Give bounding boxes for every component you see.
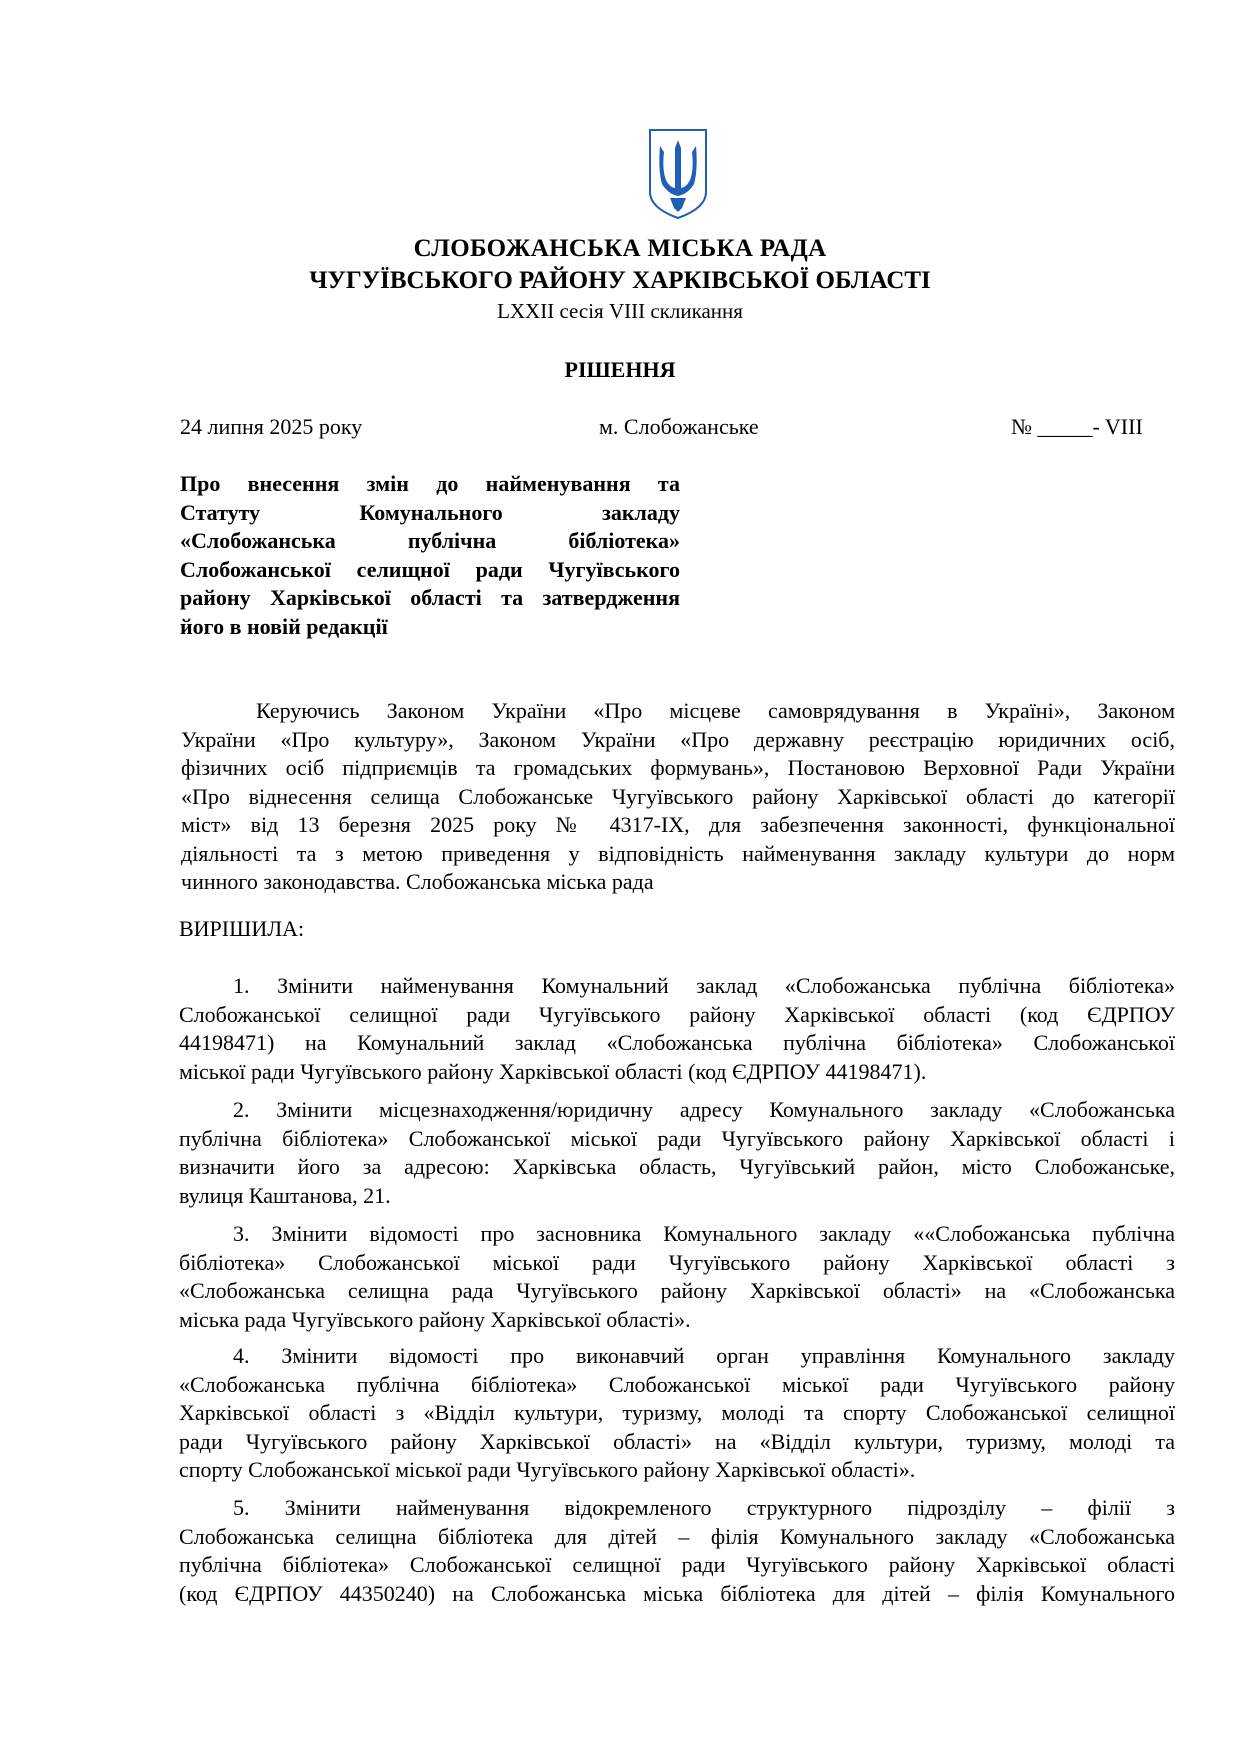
item-line: ради Чугуївського району Харківської області» на «Відділ культури, туризму, молоді та <box>179 1428 1175 1454</box>
preamble-line: чинного законодавства. Слобожанська міська рада <box>181 869 654 894</box>
item-line: Харківської області з «Відділ культури, туризму, молоді та спорту Слобожанської селищної <box>179 1400 1175 1425</box>
item-line: публічна бібліотека» Слобожанської міської ради Чугуївського району Харківської області і <box>179 1125 1175 1151</box>
document-city: м. Слобожанське <box>599 414 759 439</box>
preamble-line: «Про віднесення селища Слобожанське Чугуївського району Харківської області до категорії <box>181 783 1175 809</box>
item-line: міської ради Чугуївського району Харківської області (код ЄДРПОУ 44198471). <box>179 1058 927 1084</box>
document-number: № _____- VIII <box>1011 414 1143 439</box>
preamble-line: України «Про культуру», Законом України «Про державну реєстрацію юридичних осіб, <box>181 726 1175 752</box>
decision-item-4 <box>179 1342 1175 1485</box>
subject-line: району Харківської області та затвердження <box>180 585 680 610</box>
item-line: визначити його за адресою: Харківська область, Чугуївський район, місто Слобожанське, <box>179 1154 1175 1179</box>
item-line: спорту Слобожанської міської ради Чугуївського району Харківської області». <box>179 1457 916 1482</box>
item-line: 2. Змінити місцезнаходження/юридичну адресу Комунального закладу «Слобожанська <box>233 1097 1175 1122</box>
item-line: 5. Змінити найменування відокремленого структурного підрозділу – філії з <box>233 1495 1175 1520</box>
subject-line: Про внесення змін до найменування та <box>180 471 680 496</box>
decision-item-5 <box>179 1494 1175 1608</box>
item-line: 1. Змінити найменування Комунальний заклад «Слобожанська публічна бібліотека» <box>233 973 1175 998</box>
subject-line: його в новій редакції <box>180 613 388 639</box>
document-type: РІШЕННЯ <box>564 357 676 382</box>
item-line: 3. Змінити відомості про засновника Комунального закладу ««Слобожанська публічна <box>233 1221 1175 1246</box>
item-line: Слобожанської селищної ради Чугуївського району Харківської області (код ЄДРПОУ <box>179 1001 1175 1027</box>
item-line: 44198471) на Комунальний заклад «Слобожанська публічна бібліотека» Слобожанської <box>179 1030 1175 1055</box>
preamble-line: діяльності та з метою приведення у відповідність найменування закладу культури до норм <box>181 840 1175 866</box>
decided-heading: ВИРІШИЛА: <box>179 916 305 941</box>
item-line: бібліотека» Слобожанської міської ради Чугуївського району Харківської області з <box>179 1249 1175 1275</box>
subject-line: Слобожанської селищної ради Чугуївського <box>180 556 680 582</box>
item-line: 4. Змінити відомості про виконавчий орган управління Комунального закладу <box>233 1343 1175 1368</box>
district-title: ЧУГУЇВСЬКОГО РАЙОНУ ХАРКІВСЬКОЇ ОБЛАСТІ <box>309 267 931 294</box>
subject-line: Статуту Комунального закладу <box>180 499 680 525</box>
preamble-line: фізичних осіб підприємців та громадських формувань», Постановою Верховної Ради України <box>181 755 1175 780</box>
item-line: вулиця Каштанова, 21. <box>179 1182 391 1208</box>
decision-item-2 <box>179 1096 1175 1210</box>
item-line: «Слобожанська публічна бібліотека» Слобожанської міської ради Чугуївського району <box>179 1371 1175 1397</box>
subject-line: «Слобожанська публічна бібліотека» <box>180 528 680 553</box>
document-date: 24 липня 2025 року <box>180 414 363 439</box>
item-line: міська рада Чугуївського району Харківської області». <box>179 1306 691 1332</box>
preamble-line: міст» від 13 березня 2025 року № 4317-IX, для забезпечення законності, функціональної <box>181 812 1175 837</box>
session-line: LXXII сесія VIII скликання <box>497 299 743 323</box>
item-line: публічна бібліотека» Слобожанської селищної ради Чугуївського району Харківської області <box>179 1552 1175 1577</box>
item-line: «Слобожанська селищна рада Чугуївського району Харківської області» на «Слобожанська <box>179 1278 1175 1303</box>
trident-emblem-icon <box>646 126 710 222</box>
decision-item-1 <box>179 972 1175 1086</box>
decision-subject <box>180 470 680 641</box>
preamble-paragraph <box>181 697 1175 897</box>
preamble-line: Керуючись Законом України «Про місцеве самоврядування в Україні», Законом <box>256 698 1175 723</box>
item-line: Слобожанська селищна бібліотека для дітей – філія Комунального закладу «Слобожанська <box>179 1523 1175 1549</box>
decision-item-3 <box>179 1220 1175 1334</box>
council-title: СЛОБОЖАНСЬКА МІСЬКА РАДА <box>413 235 827 262</box>
item-line: (код ЄДРПОУ 44350240) на Слобожанська міська бібліотека для дітей – філія Комунального <box>179 1580 1175 1606</box>
